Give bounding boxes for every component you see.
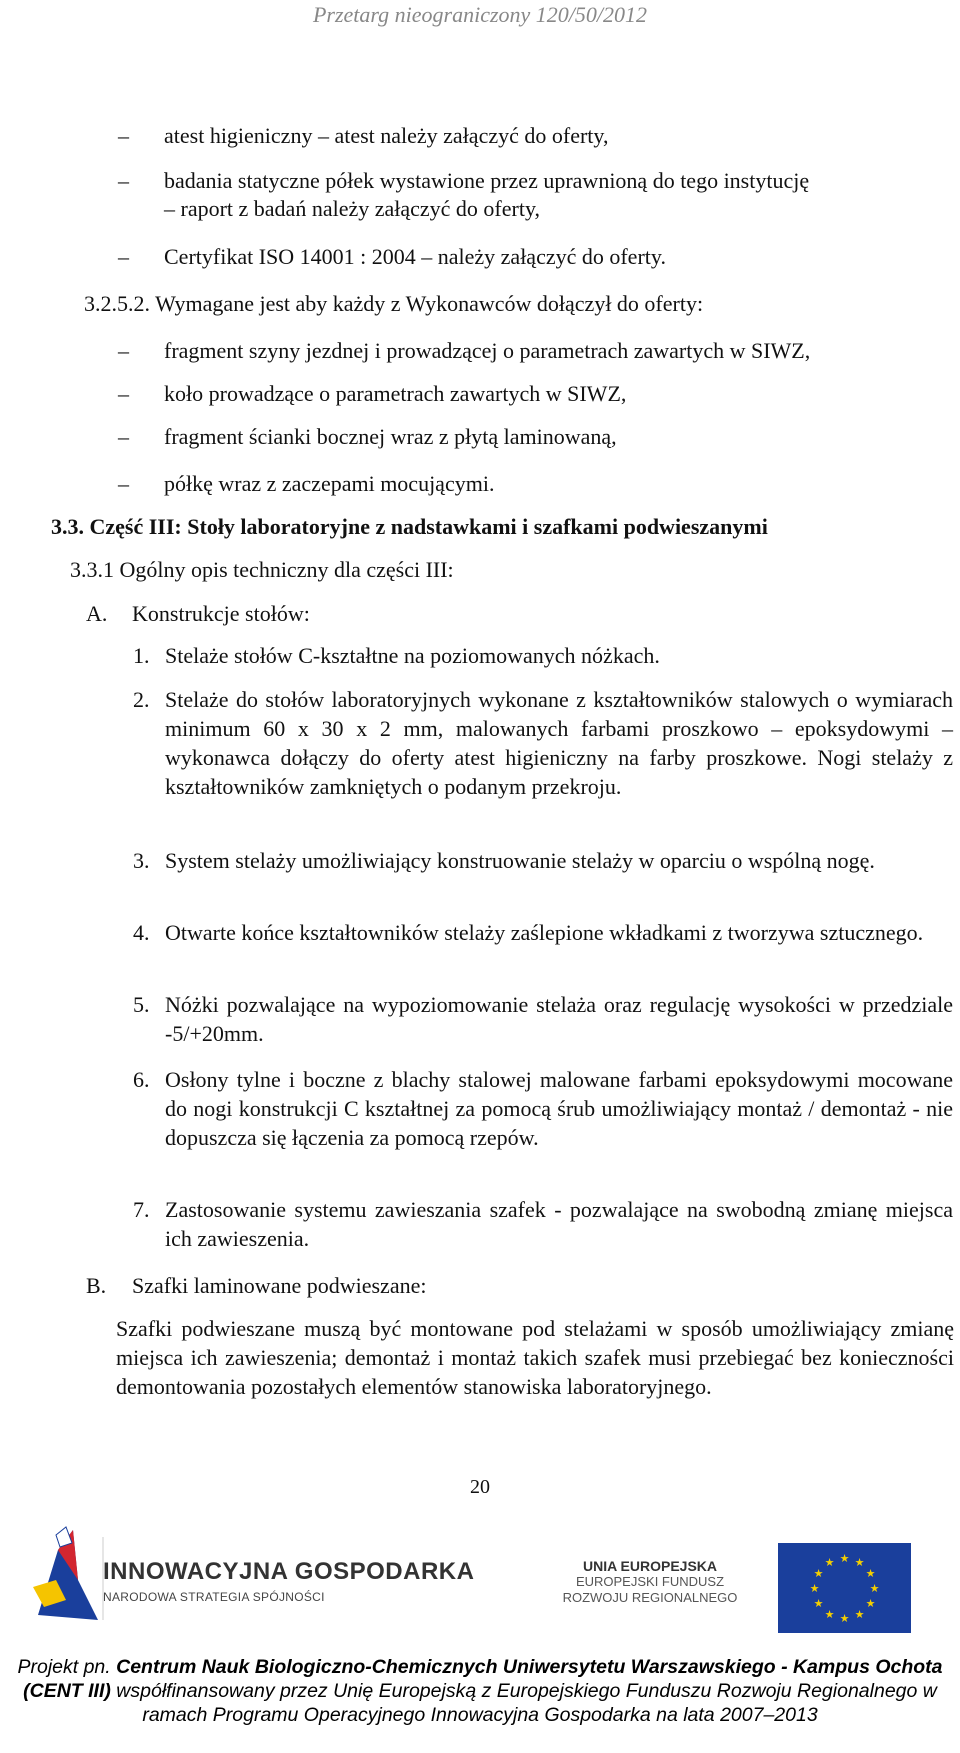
dash-bullet: – xyxy=(118,381,129,406)
eu-logo-line1: UNIA EUROPEJSKA xyxy=(582,1558,718,1574)
footer-prefix: Projekt pn. xyxy=(17,1656,117,1678)
eu-logo-line2: EUROPEJSKI FUNDUSZ xyxy=(575,1574,725,1589)
item-number: 3. xyxy=(133,848,150,873)
section-331-heading: 3.3.1 Ogólny opis techniczny dla części III: xyxy=(70,557,454,582)
item-text: Nóżki pozwalające na wypoziomowanie stelaża oraz regulację wysokości w przedziale -5/+20mm. xyxy=(165,992,953,1046)
svg-text:★: ★ xyxy=(824,1608,835,1621)
item-text: Osłony tylne i boczne z blachy stalowej malowane farbami epoksydowymi mocowane do nogi konstrukcji C kształtnej za pomocą śrub umożliwiający montaż / demontaż - nie dopuszcza się łączenia za pomocą rzepów. xyxy=(165,1067,953,1150)
numbered-item xyxy=(133,1065,953,1152)
list-item-text: fragment szyny jezdnej i prowadzącej o parametrach zawartych w SIWZ, xyxy=(164,338,811,363)
dash-bullet: – xyxy=(118,471,129,496)
section-b-title: Szafki laminowane podwieszane: xyxy=(132,1273,427,1298)
item-text: Otwarte końce kształtowników stelaży zaślepione wkładkami z tworzywa sztucznego. xyxy=(165,920,924,945)
item-number: 2. xyxy=(133,687,150,712)
item-text: Zastosowanie systemu zawieszania szafek - pozwalające na swobodną zmianę miejsca ich zawieszenia. xyxy=(165,1197,953,1251)
footer-mid: współfinansowany przez Unię Europejską z Europejskiego xyxy=(110,1680,626,1702)
svg-text:★: ★ xyxy=(854,1556,865,1569)
svg-text:★: ★ xyxy=(869,1582,880,1595)
item-text: Stelaże stołów C-kształtne na poziomowanych nóżkach. xyxy=(165,643,660,668)
list-item-text: badania statyczne półek wystawione przez uprawnioną do tego instytucję xyxy=(164,168,810,193)
list-item-text: koło prowadzące o parametrach zawartych w SIWZ, xyxy=(164,381,627,406)
list-item xyxy=(118,167,952,195)
numbered-item xyxy=(133,918,953,947)
list-item-text: – raport z badań należy załączyć do oferty, xyxy=(164,196,541,221)
dash-bullet: – xyxy=(118,424,129,449)
dash-bullet: – xyxy=(118,168,129,193)
eu-logo-line3: ROZWOJU REGIONALNEGO xyxy=(562,1590,738,1605)
svg-text:★: ★ xyxy=(813,1567,824,1580)
svg-text:★: ★ xyxy=(824,1556,835,1569)
eu-flag-icon xyxy=(778,1543,911,1633)
svg-text:★: ★ xyxy=(813,1597,824,1610)
footer-suffix: w ramach Programu Operacyjnego Innowacyjna Gospodarka na lata 2007–2013 xyxy=(142,1680,937,1726)
svg-text:★: ★ xyxy=(865,1597,876,1610)
svg-text:★: ★ xyxy=(839,1552,850,1565)
list-item xyxy=(118,423,952,451)
dash-bullet: – xyxy=(118,123,129,148)
section-33-heading: 3.3. Część III: Stoły laboratoryjne z nadstawkami i szafkami podwieszanymi xyxy=(51,514,768,539)
list-item xyxy=(118,337,952,365)
numbered-item xyxy=(133,846,953,875)
section-a-letter: A. xyxy=(86,601,108,626)
logo-left-title: INNOWACYJNA GOSPODARKA xyxy=(103,1558,475,1585)
svg-text:★: ★ xyxy=(809,1582,820,1595)
dash-bullet: – xyxy=(118,338,129,363)
numbered-item xyxy=(133,685,953,801)
svg-text:★: ★ xyxy=(854,1608,865,1621)
item-text: Stelaże do stołów laboratoryjnych wykonane z kształtowników stalowych o wymiarach minimum 60 x 30 x 2 mm, malowanych farbami proszkowo – epoksydowymi – wykonawca dołączy do oferty atest higieniczny na farby proszkowe. Nogi stelaży z kształtowników zamkniętych o podanym przekroju. xyxy=(165,687,953,799)
logo-left-subtitle: NARODOWA STRATEGIA SPÓJNOŚCI xyxy=(103,1590,325,1604)
item-text: System stelaży umożliwiający konstruowanie stelaży w oparciu o wspólną nogę. xyxy=(165,848,875,873)
numbered-item xyxy=(133,990,953,1048)
eu-logo-text xyxy=(530,1558,770,1606)
list-item xyxy=(118,243,952,271)
list-item xyxy=(118,380,952,408)
dash-bullet: – xyxy=(118,244,129,269)
numbered-item xyxy=(133,641,953,670)
item-number: 5. xyxy=(133,992,150,1017)
page-number: 20 xyxy=(470,1476,490,1498)
item-number: 1. xyxy=(133,643,150,668)
list-item-text: Certyfikat ISO 14001 : 2004 – należy załączyć do oferty. xyxy=(164,244,666,269)
item-number: 7. xyxy=(133,1197,150,1222)
list-item xyxy=(118,470,952,498)
svg-text:★: ★ xyxy=(865,1567,876,1580)
item-number: 6. xyxy=(133,1067,150,1092)
page-footer xyxy=(0,1655,960,1727)
numbered-item xyxy=(133,1195,953,1253)
list-item-text: fragment ścianki bocznej wraz z płytą laminowaną, xyxy=(164,424,617,449)
section-3252-heading: 3.2.5.2. Wymagane jest aby każdy z Wykonawców dołączył do oferty: xyxy=(84,291,704,316)
list-item xyxy=(118,122,952,150)
page-header: Przetarg nieograniczony 120/50/2012 xyxy=(312,2,648,27)
item-number: 4. xyxy=(133,920,150,945)
svg-text:★: ★ xyxy=(839,1612,850,1625)
section-a-title: Konstrukcje stołów: xyxy=(132,601,310,626)
section-b-paragraph: Szafki podwieszane muszą być montowane pod stelażami w sposób umożliwiający zmianę miejsca ich zawieszenia; demontaż i montaż takich szafek musi przebiegać bez konieczności demontowania pozostałych elementów stanowiska laboratoryjnego. xyxy=(116,1316,954,1399)
list-item-text: atest higieniczny – atest należy załączyć do oferty, xyxy=(164,123,609,148)
footer-fund: Funduszu Rozwoju Regionalnego xyxy=(625,1680,918,1702)
list-item-text: półkę wraz z zaczepami mocującymi. xyxy=(164,471,495,496)
footer-project-name: Centrum Nauk Biologiczno-Chemicznych Uniwersytetu Warszawskiego - Kampus Ochota (CENT III) xyxy=(23,1656,943,1702)
section-b-letter: B. xyxy=(86,1273,107,1298)
list-item-continuation xyxy=(118,195,952,223)
